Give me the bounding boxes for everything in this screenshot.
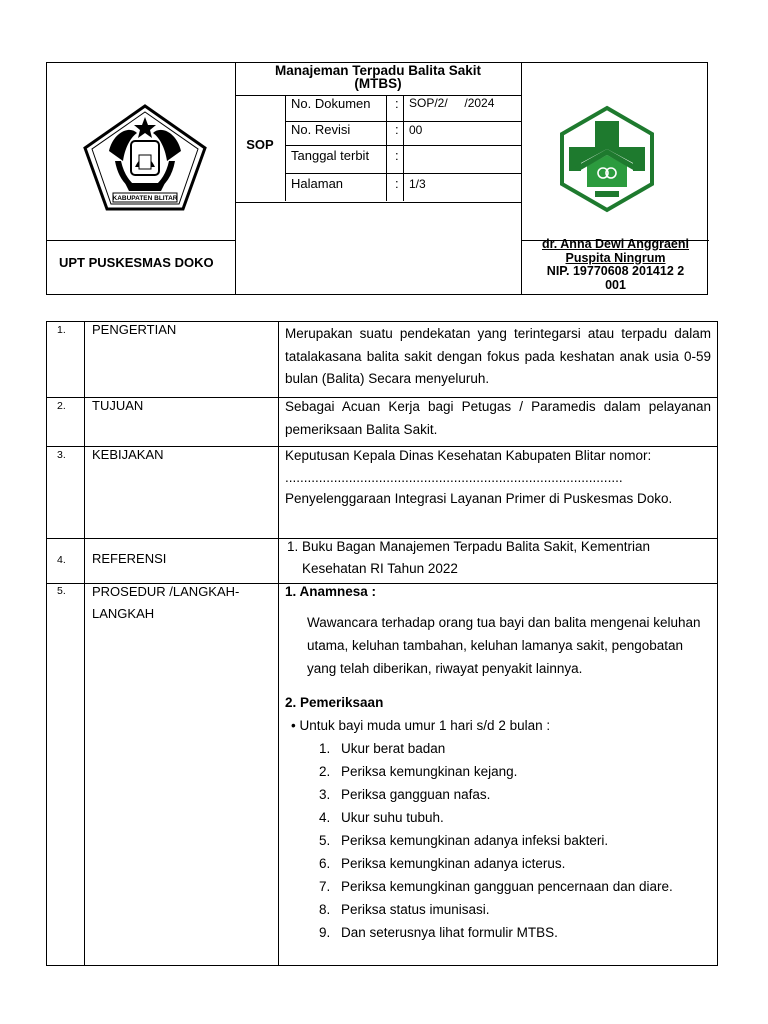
divider [84,322,85,965]
document-title: Manajeman Terpadu Balita Sakit (MTBS) [274,63,482,91]
list-item: 6. Periksa kemungkinan adanya icterus. [319,856,566,871]
field-label-tanggal-terbit: Tanggal terbit [291,148,370,163]
list-item: 7. Periksa kemungkinan gangguan pencernaan dan diare. [319,879,673,894]
list-item: 2. Periksa kemungkinan kejang. [319,764,518,779]
divider [235,202,521,203]
list-item: 1. Ukur berat badan [319,741,446,756]
divider [278,322,279,965]
field-colon: : [395,122,399,137]
row-heading-prosedur: PROSEDUR /LANGKAH- LANGKAH [92,584,240,621]
examination-steps [285,737,711,944]
row-heading-tujuan: TUJUAN [92,398,144,413]
field-value-no-dokumen: SOP/2/ /2024 [409,96,495,110]
signatory-nip: NIP. 19770608 201412 2 [546,264,685,278]
divider [285,95,286,201]
row-number: 3. [57,449,66,461]
field-value-halaman: 1/3 [409,177,426,191]
row-text-referensi: 1. Buku Bagan Manajemen Terpadu Balita Sakit, Kementrian Kesehatan RI Tahun 2022 [287,539,650,576]
pemeriksaan-title: 2. Pemeriksaan [285,695,384,710]
row-number: 2. [57,400,66,412]
field-colon: : [395,148,399,163]
sop-content-table [46,321,718,966]
anamnesa-title: 1. Anamnesa : [285,584,377,599]
signatory-block [522,238,709,292]
field-colon: : [395,96,399,111]
procedure-content [285,581,711,944]
list-item: 5. Periksa kemungkinan adanya infeksi bakteri. [319,833,609,848]
field-label-no-dokumen: No. Dokumen [291,96,371,111]
svg-text:KABUPATEN BLITAR: KABUPATEN BLITAR [112,195,178,202]
divider [235,63,236,294]
field-label-halaman: Halaman [291,176,344,191]
row-heading-referensi: REFERENSI [92,551,167,566]
row-text-pengertian: Merupakan suatu pendekatan yang terintegarsi atau terpadu dalam tatalakasana balita sakit dengan fokus pada keshatan anak usia 0-59 bulan (Balita) Secara menyeluruh. [285,326,711,386]
row-number: 4. [57,554,66,566]
field-value-no-revisi: 00 [409,123,423,137]
puskesmas-logo-icon [557,105,657,213]
divider [403,95,404,201]
row-text-tujuan: Sebagai Acuan Kerja bagi Petugas / Paramedis dalam pelayanan pemeriksaan Balita Sakit. [285,399,711,437]
kabupaten-blitar-emblem-icon [79,103,211,213]
list-item: 4. Ukur suhu tubuh. [319,810,444,825]
divider [285,145,521,146]
divider [47,240,235,241]
row-heading-kebijakan: KEBIJAKAN [92,447,164,462]
signatory-name: dr. Anna Dewi Anggraeni [541,237,689,251]
anamnesa-text: Wawancara terhadap orang tua bayi dan balita mengenai keluhan utama, keluhan tambahan, keluhan lamanya sakit, pengobatan yang telah diberikan, riwayat penyakit lainnya. [307,615,701,676]
signatory-name-cont: Puspita Ningrum [565,250,666,265]
row-number: 1. [57,324,66,336]
bullet-item: • Untuk bayi muda umur 1 hari s/d 2 bulan : [291,718,551,733]
list-item: 8. Periksa status imunisasi. [319,902,490,917]
field-colon: : [395,176,399,191]
document-header [46,62,708,295]
divider [386,95,387,201]
divider [285,173,521,174]
institution-name: UPT PUSKESMAS DOKO [59,255,214,270]
list-item: 9. Dan seterusnya lihat formulir MTBS. [319,925,558,940]
sop-label: SOP [246,137,274,152]
row-text-kebijakan: Keputusan Kepala Dinas Kesehatan Kabupaten Blitar nomor: .......................................................................................... Penyelenggaraan Integrasi Layanan Primer di Puskesmas Doko. [285,448,673,506]
list-item: 3. Periksa gangguan nafas. [319,787,491,802]
row-number: 5. [57,585,66,597]
row-heading-pengertian: PENGERTIAN [92,322,177,337]
field-label-no-revisi: No. Revisi [291,122,351,137]
signatory-nip-cont: 001 [605,277,626,292]
